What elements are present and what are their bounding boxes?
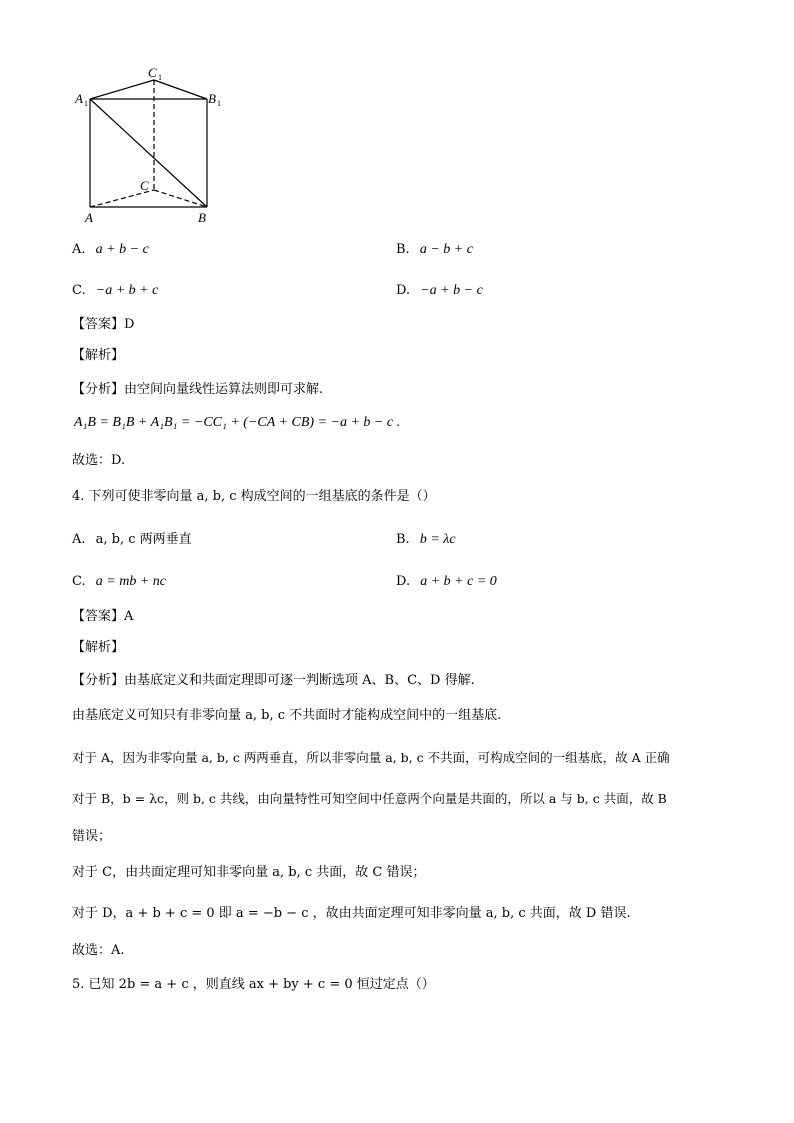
q4-paragraph-2: 对于 A，因为非零向量 a, b, c 两两垂直，所以非零向量 a, b, c 不共面，可构成空间的一组基底，故 A 正确 (72, 750, 670, 765)
q4-option-b-letter: B. (396, 532, 410, 547)
q4-paragraph-4: 对于 C，由共面定理可知非零向量 a, b, c 共面，故 C 错误； (72, 865, 426, 880)
q4-paragraph-3b: 错误； (72, 829, 112, 844)
q3-option-b (396, 241, 473, 259)
q3-option-c (72, 282, 158, 300)
q4-option-d (396, 573, 497, 591)
q3-formula: A₁B = B₁B + A₁B₁ = −CC₁ + (−CA + CB) = −a + b − c . (74, 415, 401, 430)
label-a: A (85, 210, 93, 225)
q4-option-c (72, 573, 166, 591)
label-a1: A (75, 91, 83, 106)
label-b1: B (208, 91, 216, 106)
q5-stem: 5. 已知 2b = a + c ，则直线 ax + by + c = 0 恒过定点（） (72, 977, 435, 992)
q3-option-a (72, 241, 149, 259)
q4-option-a-letter: A. (72, 532, 86, 547)
q4-conclusion: 故选：A. (72, 943, 125, 958)
label-c1: C (148, 65, 157, 80)
q3-option-a-expr: a + b − c (95, 242, 149, 257)
q3-option-c-letter: C. (72, 283, 86, 298)
label-b: B (198, 210, 206, 225)
edge-c1-b1 (154, 80, 207, 99)
q4-option-a (72, 531, 192, 549)
q3-option-b-letter: B. (396, 242, 410, 257)
q3-analysis-heading: 【解析】 (72, 348, 125, 363)
q4-paragraph-3a: 对于 B，b = λc，则 b, c 共线，由向量特性可知空间中任意两个向量是共面的，所以 a 与 b, c 共面，故 B (72, 791, 667, 806)
q4-stem: 4. 下列可使非零向量 a, b, c 构成空间的一组基底的条件是（） (72, 489, 436, 504)
edge-a1-c1 (90, 80, 154, 99)
q3-option-c-expr: −a + b + c (95, 283, 159, 298)
q4-paragraph-5: 对于 D，a + b + c = 0 即 a = −b − c ，故由共面定理可知非零向量 a, b, c 共面，故 D 错误. (72, 906, 631, 921)
q4-paragraph-1: 由基底定义可知只有非零向量 a, b, c 不共面时才能构成空间中的一组基底. (72, 708, 502, 723)
q4-option-a-text: a, b, c 两两垂直 (95, 532, 192, 547)
q3-option-d (396, 282, 483, 300)
q3-analysis: 【分析】由空间向量线性运算法则即可求解. (72, 382, 324, 397)
q4-option-b-text: b = λc (419, 532, 456, 547)
q4-option-d-text: a + b + c = 0 (420, 574, 497, 589)
q4-analysis-heading: 【解析】 (72, 640, 125, 655)
q3-conclusion: 故选：D. (72, 453, 126, 468)
q4-option-b (396, 531, 456, 549)
q4-analysis: 【分析】由基底定义和共面定理即可逐一判断选项 A、B、C、D 得解. (72, 673, 475, 688)
q4-option-c-text: a = mb + nc (95, 574, 166, 589)
hidden-edge-c-b (154, 190, 207, 207)
q3-option-d-expr: −a + b − c (420, 283, 483, 298)
label-a1-sub: 1 (84, 99, 88, 108)
q3-option-b-expr: a − b + c (419, 242, 473, 257)
q4-option-d-letter: D. (396, 574, 411, 589)
q4-answer: 【答案】A (72, 609, 134, 624)
q3-option-a-letter: A. (72, 242, 86, 257)
label-c: C (140, 178, 149, 193)
label-c1-sub: 1 (158, 73, 162, 82)
prism-figure (0, 0, 794, 240)
label-b1-sub: 1 (217, 99, 221, 108)
q3-answer: 【答案】D (72, 317, 135, 332)
q4-option-c-letter: C. (72, 574, 86, 589)
q3-option-d-letter: D. (396, 283, 411, 298)
